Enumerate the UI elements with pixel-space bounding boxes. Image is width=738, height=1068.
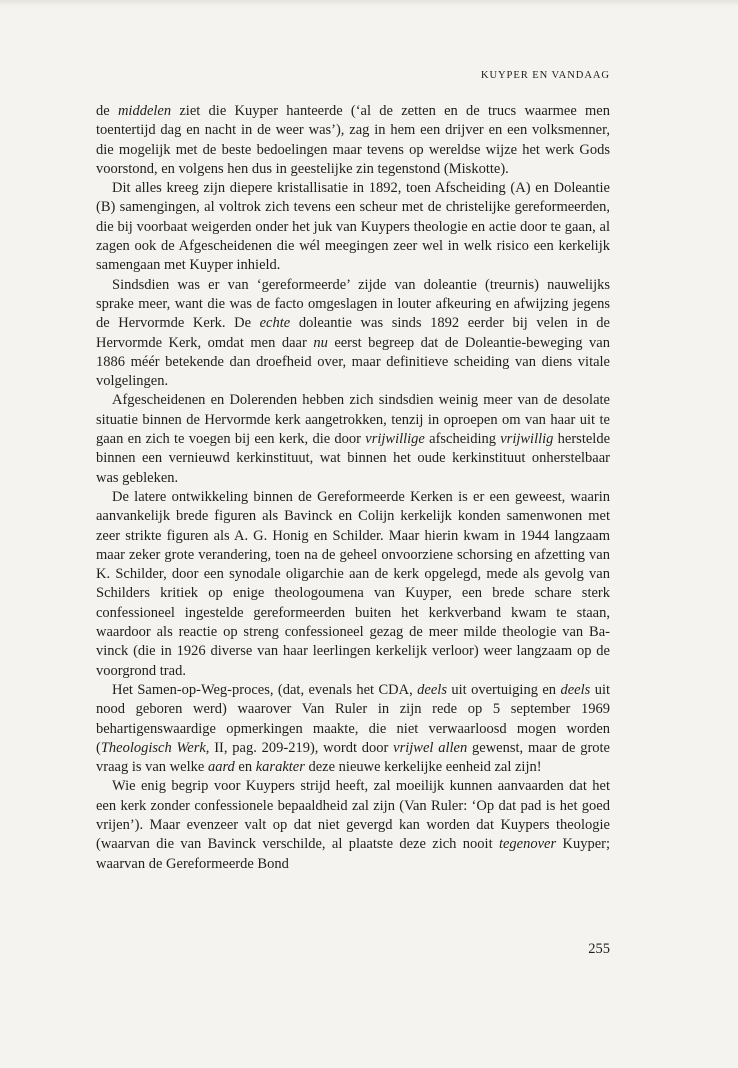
italic-run: deels (417, 681, 447, 698)
paragraph: Sindsdien was er van ‘gereformeerde’ zijde van doleantie (treurnis) nauwelijks sprake meer, want die was de facto omgeslagen in louter afkeuring en afwijzing jegens de Hervormde Kerk. De echte doleantie was sinds 1892 eerder bij velen in de Hervormde Kerk, omdat men daar nu eerst begreep dat de Doleantie-beweging van 1886 méér betekende dan droefheid over, maar definitieve scheiding van diens vitale volgelingen. (96, 276, 610, 390)
running-head: KUYPER EN VANDAAG (480, 70, 610, 81)
italic-run: nu (313, 334, 328, 351)
italic-run: middelen (117, 103, 172, 119)
paragraph: Wie enig begrip voor Kuypers strijd heeft, zal moeilijk kunnen aanvaarden dat het een kerk zonder confessionele bepaaldheid zal zijn (Van Ruler: ‘Op dat pad is het goed vrijen’). Maar evenzeer valt op dat niet gevergd kan worden dat Kuypers theologie (waarvan die van Bavinck verschilde, al plaatste deze zich nooit tegenover Kuyper; waarvan de Gereformeerde Bond (96, 778, 610, 872)
body-text (96, 102, 610, 874)
italic-run: tegenover (498, 836, 557, 853)
italic-run: karakter (255, 759, 305, 776)
paragraph: de middelen ziet die Kuyper hanteerde (‘al de zetten en de trucs waarmee men toentertijd dag en nacht in de weer was’), zag in hem een drijver en een volksmenner, die mogelijk met de beste bedoelingen maar tevens op wereldse wijze het werk Gods voorstond, en volgens hen dus in geestelijke zin tegenstond (Miskotte). (96, 103, 610, 177)
italic-run: Theologisch Werk, (100, 739, 210, 756)
italic-run: aard (207, 759, 235, 776)
italic-run: deels (560, 681, 591, 698)
italic-run: vrijwel allen (393, 739, 468, 756)
page-edge-shadow (0, 0, 738, 6)
italic-run: vrijwillig (500, 431, 554, 448)
paragraph: Dit alles kreeg zijn diepere kristallisatie in 1892, toen Afscheiding (A) en Doleantie (B) samengingen, al voltrok zich tevens een scheur met de christelijke gereformeerden, die bij voorbaat weigerden onder het juk van Kuypers theologie en actie door te gaan, al zagen ook de Afgescheidenen die wél meegingen zeer wel in welk risico een kerkelijk samengaan met Kuyper inhield. (96, 180, 610, 274)
italic-run: vrijwillige (365, 431, 425, 448)
paragraph: Het Samen-op-Weg-proces, (dat, evenals het CDA, deels uit overtuiging en deels uit nood geboren werd) waarover Van Ruler in zijn rede op 5 september 1969 behartigenswaardige opmerkingen maakte, die niet verwaarloosd mogen worden (Theologisch Werk, II, pag. 209-219), wordt door vrijwel allen gewenst, maar de grote vraag is van welke aard en karakter deze nieuwe kerkelijke eenheid zal zijn! (96, 681, 611, 776)
page-number: 255 (588, 941, 610, 957)
paragraph: De latere ontwikkeling binnen de Gereformeerde Kerken is er een geweest, waarin aanvankelijk brede figuren als Bavinck en Colijn kerkelijk konden samenwonen met zeer strikte figuren als A. G. Honig en Schilder. Maar hierin kwam in 1944 langzaam maar zeker grote verandering, toen na de geheel onvoorziene schorsing en afzetting van K. Schilder, door een synodale oligarchie aan de kerk opgelegd, mede als gevolg van Schilders kritiek op enige theologoumena van Kuyper, een brede schare sterk confessioneel ingestelde gereformeerden buiten het kerkverband kwam te staan, waardoor als reactie op streng confessioneel gezag de meer milde theologie van Bavinck (die in 1926 diverse van haar leerlingen kerkelijk verloor) weer langzaam op de voorgrond trad. (96, 488, 610, 679)
italic-run: echte (259, 315, 291, 332)
paragraph: Afgescheidenen en Dolerenden hebben zich sindsdien weinig meer van de desolate situatie binnen de Hervormde kerk aangetrokken, tenzij in oproepen om van haar uit te gaan en zich te voegen bij een kerk, die door vrijwillige afscheiding vrijwillig herstelde binnen een vernieuwd kerkinstituut, wat binnen het oude kerkinstituut onherstelbaar was gebleken. (96, 392, 611, 486)
